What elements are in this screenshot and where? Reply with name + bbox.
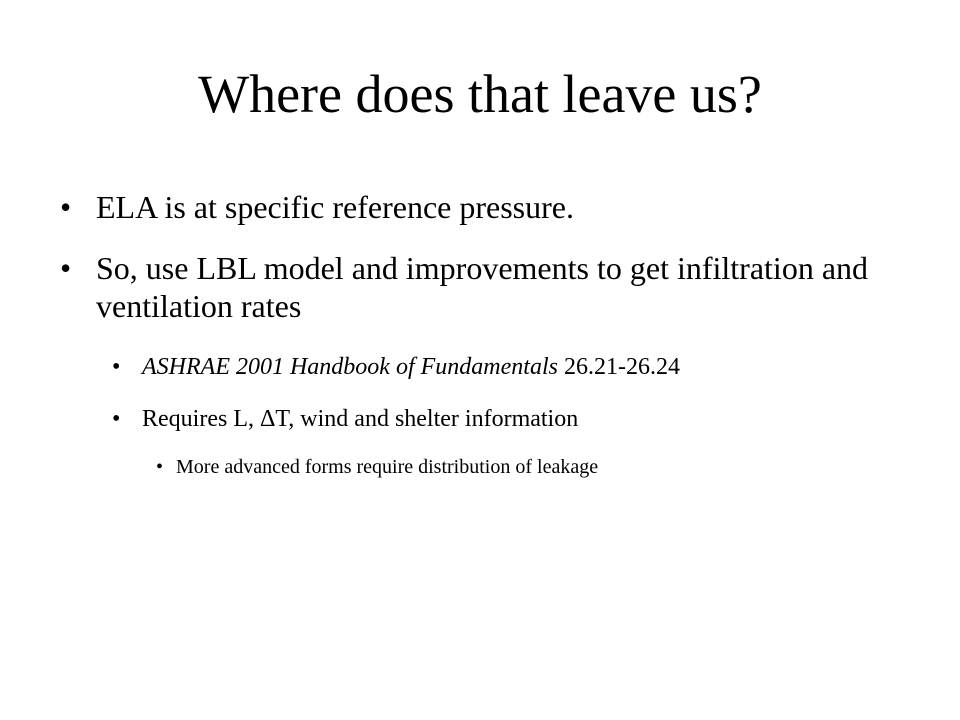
bullet-marker: • — [60, 189, 72, 225]
bullet-text: ELA is at specific reference pressure. — [96, 189, 574, 225]
reference-title: ASHRAE 2001 Handbook of Fundamentals — [142, 354, 558, 380]
bullet-marker: • — [156, 456, 164, 478]
sub-sub-bullet-text: More advanced forms require distribution of leakage — [176, 456, 599, 478]
reference-pages: 26.21-26.24 — [557, 354, 680, 380]
slide-title: Where does that leave us? — [198, 64, 762, 124]
sub-bullet-item — [112, 404, 912, 434]
bullet-item — [60, 188, 920, 226]
bullet-marker: • — [112, 354, 121, 380]
bullet-marker: • — [60, 250, 72, 286]
bullet-item — [60, 249, 920, 325]
sub-sub-bullet-item — [156, 454, 916, 480]
bullet-text: So, use LBL model and improvements to get infiltration and ventilation rates — [96, 250, 869, 324]
sub-bullet-item — [112, 352, 912, 382]
sub-bullet-text: Requires L, ΔT, wind and shelter information — [142, 406, 579, 432]
bullet-marker: • — [112, 406, 121, 432]
